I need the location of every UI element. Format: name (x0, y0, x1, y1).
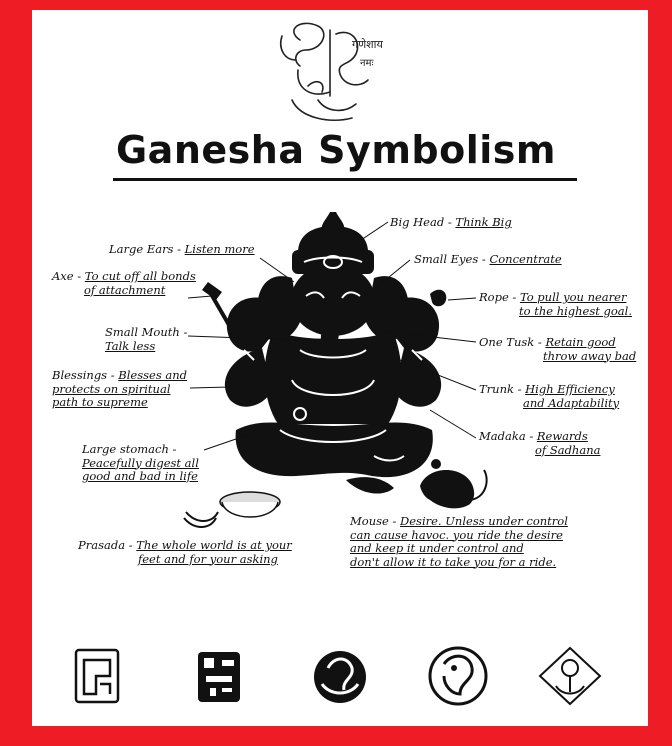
label-prasada: Prasada - The whole world is at your feet and for your asking (78, 538, 292, 566)
label-big-head: Big Head - Think Big (390, 215, 512, 229)
ganesha-seal-icon (314, 651, 366, 703)
label-large-stomach: Large stomach - Peacefully digest all good and bad in life (82, 442, 199, 483)
label-small-mouth: Small Mouth - Talk less (105, 325, 188, 353)
label-trunk: Trunk - High Efficiency and Adaptability (479, 382, 620, 410)
emblem-text-2: नमः (360, 58, 374, 69)
ganesha-circle-icon (430, 648, 486, 704)
page-title: Ganesha Symbolism (115, 128, 556, 172)
label-mouse: Mouse - Desire. Unless under control can cause havoc. you ride the desire and keep it under control and don't allow it to take you for a ride. (350, 514, 568, 569)
label-blessings: Blessings - Blesses and protects on spiritual path to supreme (52, 368, 188, 409)
label-axe: Axe - To cut off all bonds of attachment (52, 269, 196, 297)
ganesha-block-icon (76, 650, 118, 702)
label-rope: Rope - To pull you nearer to the highest goal. (479, 290, 633, 318)
label-large-ears: Large Ears - Listen more (109, 242, 255, 256)
label-small-eyes: Small Eyes - Concentrate (414, 252, 562, 266)
label-madaka: Madaka - Rewards of Sadhana (479, 429, 601, 457)
emblem-text-1: गणेशाय (352, 38, 383, 51)
ganesha-tile-icon (198, 652, 240, 702)
label-one-tusk: One Tusk - Retain good throw away bad (479, 335, 637, 363)
ganesha-diamond-icon (540, 648, 600, 704)
